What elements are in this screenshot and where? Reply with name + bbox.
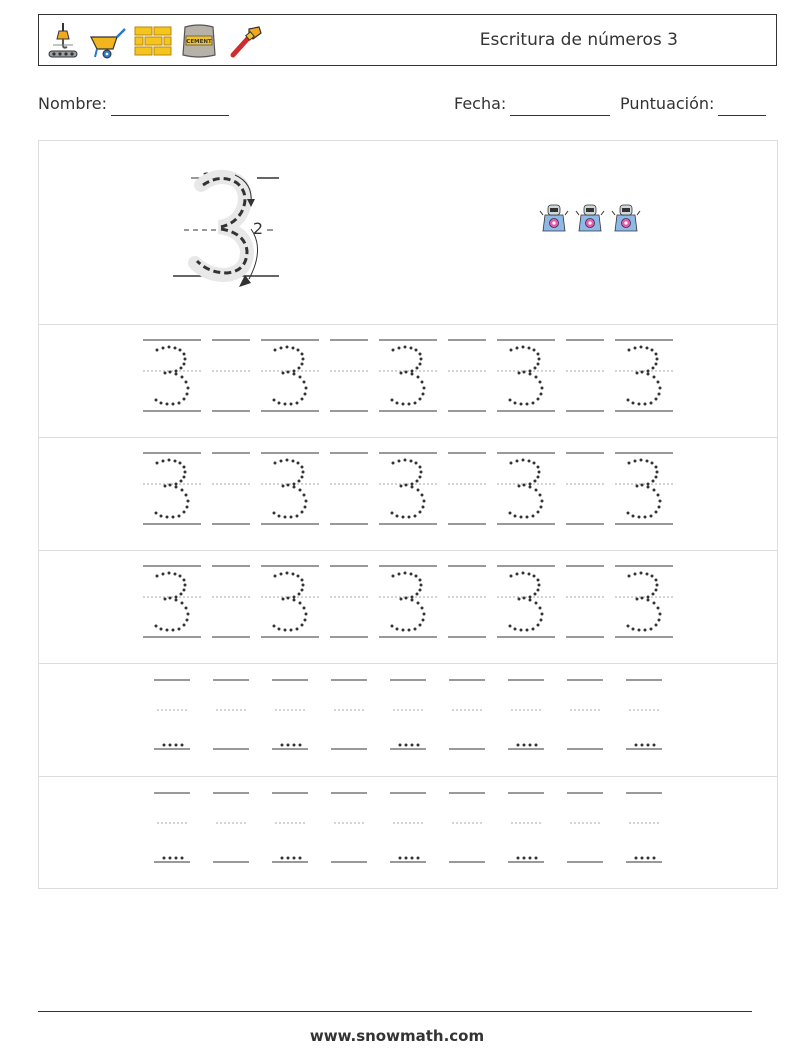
score-label: Puntuación:	[620, 94, 715, 113]
score-blank[interactable]	[718, 98, 766, 116]
start-dot	[293, 744, 296, 747]
robot-icon	[540, 205, 568, 231]
start-dot	[635, 744, 638, 747]
name-blank[interactable]	[111, 98, 229, 116]
worksheet-grid	[38, 140, 778, 889]
start-dot	[169, 857, 172, 860]
trace-row	[39, 437, 777, 551]
trace-glyph-three[interactable]	[391, 572, 426, 632]
bricks-icon	[133, 21, 173, 61]
practice-slot[interactable]	[449, 680, 485, 749]
start-dot	[399, 857, 402, 860]
start-dot	[293, 857, 296, 860]
practice-slot[interactable]	[213, 793, 249, 862]
cement-label: CEMENT	[186, 39, 212, 45]
score-field[interactable]	[620, 92, 766, 116]
trace-glyph-three[interactable]	[273, 346, 308, 406]
start-dot	[175, 857, 178, 860]
start-dot	[653, 744, 656, 747]
trace-glyph-three[interactable]	[155, 346, 190, 406]
start-dot	[299, 857, 302, 860]
practice-slot[interactable]	[154, 680, 190, 749]
date-field[interactable]	[454, 92, 610, 116]
trace-glyph-three[interactable]	[155, 459, 190, 519]
start-dot	[299, 744, 302, 747]
start-dot	[529, 744, 532, 747]
start-dot	[287, 857, 290, 860]
worksheet-header	[38, 14, 777, 66]
start-dot	[411, 857, 414, 860]
start-dot	[529, 857, 532, 860]
start-dot	[517, 857, 520, 860]
start-dot	[523, 857, 526, 860]
start-dot	[517, 744, 520, 747]
start-dot	[653, 857, 656, 860]
start-dot	[181, 744, 184, 747]
counting-objects	[540, 205, 640, 231]
practice-slot[interactable]	[331, 680, 367, 749]
stroke-1-label: 1	[201, 169, 213, 188]
start-dot	[411, 744, 414, 747]
trace-glyph-three[interactable]	[155, 572, 190, 632]
practice-slot[interactable]	[626, 680, 662, 749]
practice-row[interactable]	[39, 776, 777, 889]
trace-glyph-three[interactable]	[509, 572, 544, 632]
start-dot	[405, 744, 408, 747]
wheelbarrow-icon	[87, 21, 127, 61]
start-dot	[417, 857, 420, 860]
start-dot	[641, 857, 644, 860]
start-dot	[535, 744, 538, 747]
practice-slot[interactable]	[508, 793, 544, 862]
start-dot	[181, 857, 184, 860]
start-dot	[399, 744, 402, 747]
practice-slot[interactable]	[449, 793, 485, 862]
practice-slot[interactable]	[154, 793, 190, 862]
trace-glyph-three[interactable]	[391, 346, 426, 406]
name-label: Nombre:	[38, 94, 107, 113]
robot-icon	[612, 205, 640, 231]
start-dot	[535, 857, 538, 860]
date-label: Fecha:	[454, 94, 507, 113]
start-dot	[163, 744, 166, 747]
trace-glyph-three[interactable]	[627, 572, 662, 632]
practice-slot[interactable]	[272, 793, 308, 862]
footer-url[interactable]: www.snowmath.com	[309, 1027, 485, 1045]
trace-glyph-three[interactable]	[273, 459, 308, 519]
start-dot	[175, 744, 178, 747]
worksheet-title: Escritura de números 3	[479, 30, 678, 50]
practice-slot[interactable]	[567, 793, 603, 862]
start-dot	[523, 744, 526, 747]
stroke-2-label: 2	[252, 219, 264, 238]
start-dot	[281, 744, 284, 747]
crane-hook-icon	[45, 21, 81, 61]
trace-row	[39, 324, 777, 438]
start-dot	[635, 857, 638, 860]
robot-icon	[576, 205, 604, 231]
start-dot	[163, 857, 166, 860]
start-dot	[405, 857, 408, 860]
trace-glyph-three[interactable]	[273, 572, 308, 632]
start-dot	[647, 744, 650, 747]
cement-bag-icon	[179, 21, 219, 61]
start-dot	[647, 857, 650, 860]
date-blank[interactable]	[510, 98, 610, 116]
trace-glyph-three[interactable]	[509, 459, 544, 519]
start-dot	[281, 857, 284, 860]
header-icons	[45, 19, 265, 63]
footer-divider	[38, 1011, 752, 1012]
start-dot	[641, 744, 644, 747]
practice-slot[interactable]	[508, 680, 544, 749]
example-svg	[39, 141, 777, 325]
trace-glyph-three[interactable]	[391, 459, 426, 519]
start-dot	[169, 744, 172, 747]
trace-glyph-three[interactable]	[509, 346, 544, 406]
trace-glyph-three[interactable]	[627, 346, 662, 406]
practice-slot[interactable]	[626, 793, 662, 862]
practice-slot[interactable]	[213, 680, 249, 749]
start-dot	[417, 744, 420, 747]
example-row	[39, 141, 777, 325]
practice-slot[interactable]	[272, 680, 308, 749]
practice-row[interactable]	[39, 663, 777, 777]
name-field[interactable]	[38, 92, 229, 116]
trace-glyph-three[interactable]	[627, 459, 662, 519]
practice-slot[interactable]	[390, 680, 426, 749]
trace-row	[39, 550, 777, 664]
practice-slot[interactable]	[567, 680, 603, 749]
practice-slot[interactable]	[390, 793, 426, 862]
pipe-wrench-icon	[225, 21, 265, 61]
start-dot	[287, 744, 290, 747]
practice-slot[interactable]	[331, 793, 367, 862]
